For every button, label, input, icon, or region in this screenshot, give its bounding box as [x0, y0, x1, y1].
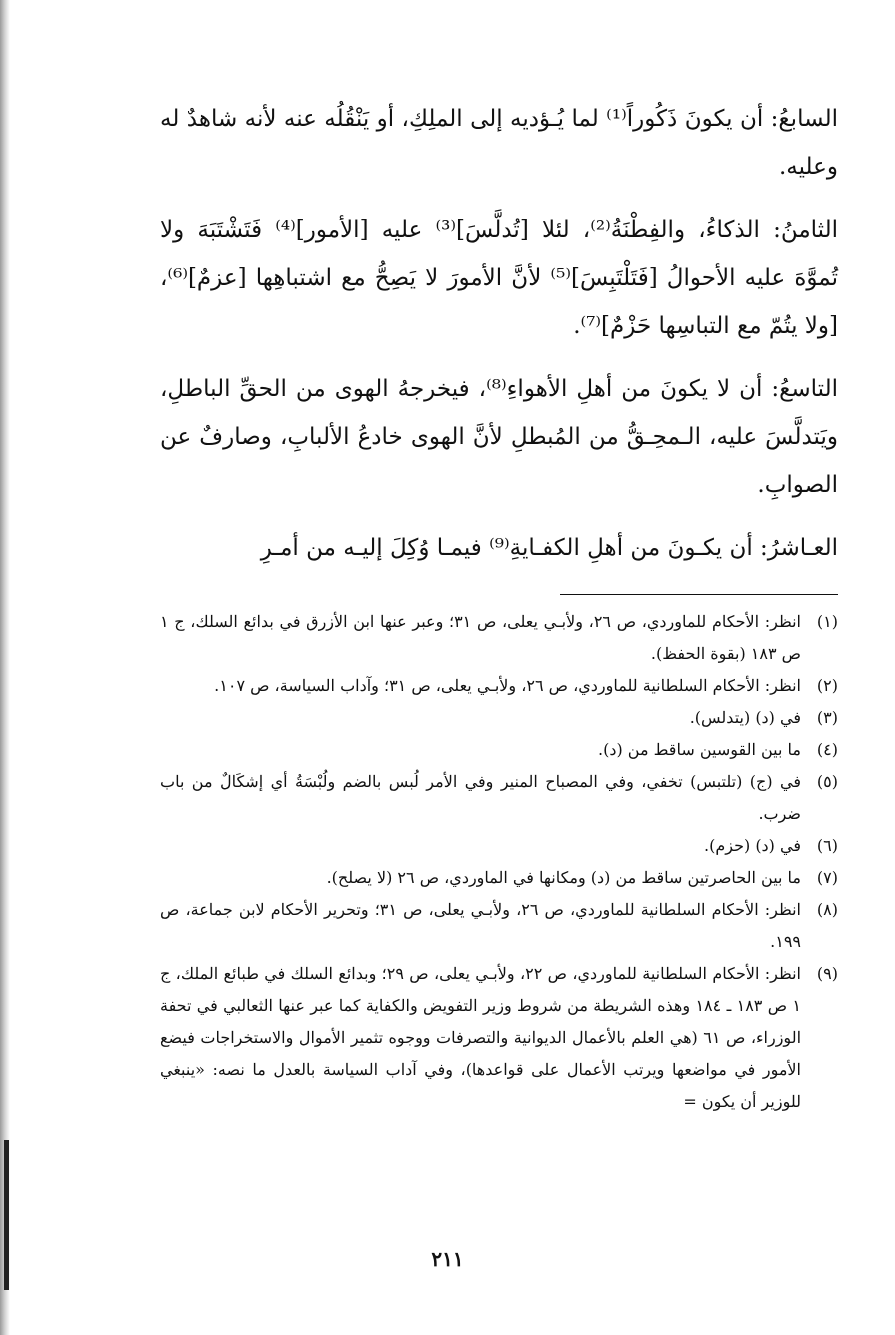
paragraph-tenth: العـاشرُ: أن يكـونَ من أهلِ الكفـايةِ⁽⁹⁾ فيمـا وُكِلَ إليـه من أمـرِ: [260, 535, 838, 561]
footnote-2: [160, 670, 838, 702]
footnote-6: [160, 830, 838, 862]
footnote-number: (٤): [816, 740, 838, 759]
footnote-number: (٩): [816, 964, 838, 983]
paragraph-ninth: التاسعُ: أن لا يكونَ من أهلِ الأهواءِ⁽⁸⁾، فيخرجهُ الهوى من الحقِّ الباطلِ، ويَتدلَّسَ عليه، الـمحِـقُّ من المُبطلِ لأنَّ الهوى خادعُ الألبابِ، وصارفٌ عن الصوابِ.: [160, 376, 838, 498]
scan-edge: [0, 0, 10, 1335]
paragraph-seventh: السابعُ: أن يكونَ ذَكُوراً⁽¹⁾ لما يُـؤديه إلى الملِكِ، أو يَنْقُلُه عنه لأنه شاهدٌ له وعليه.: [160, 106, 839, 180]
footnote-number: (٦): [816, 836, 838, 855]
footnote-5: [160, 766, 838, 830]
footnote-text: انظر: الأحكام السلطانية للماوردي، ص ٢٦، ولأبـي يعلى، ص ٣١؛ وآداب السياسة، ص ١٠٧.: [214, 676, 801, 695]
page-number: ٢١١: [431, 1247, 464, 1271]
footnote-number: (٧): [816, 868, 838, 887]
footnote-number: (١): [816, 612, 838, 631]
footnote-1: [160, 606, 838, 670]
footnote-text: ما بين القوسين ساقط من (د).: [598, 740, 801, 759]
footnote-4: [160, 734, 838, 766]
footnote-3: [160, 702, 838, 734]
footnote-text: في (ج) (تلتبس) تخفي، وفي المصباح المنير وفي الأمر لُبس بالضم ولُبْسَةُ أي إشكَالٌ من باب ضرب.: [160, 772, 801, 823]
footnote-number: (٣): [816, 708, 838, 727]
footnote-text: ما بين الحاصرتين ساقط من (د) ومكانها في الماوردي، ص ٢٦ (لا يصلح).: [326, 868, 801, 887]
footnote-text: انظر: الأحكام السلطانية للماوردي، ص ٢٦، ولأبـي يعلى، ص ٣١؛ وتحرير الأحكام لابن جماعة، ص ١٩٩.: [160, 900, 801, 951]
footnote-text: انظر: الأحكام للماوردي، ص ٢٦، ولأبـي يعلى، ص ٣١؛ وعبر عنها ابن الأزرق في بدائع السلك، ج ١ ص ١٨٣ (بقوة الحفظ).: [160, 612, 801, 663]
footnote-9: [160, 958, 838, 1118]
footnote-text: في (د) (يتدلس).: [689, 708, 801, 727]
footnote-8: [160, 894, 838, 958]
paragraph-eighth: الثامنُ: الذكاءُ، والفِطْنَةُ⁽²⁾، لئلا [تُدلَّسَ]⁽³⁾ عليه [الأمور]⁽⁴⁾ فَتَشْتَبَهَ ولا تُموَّهَ عليه الأحوالُ [فَتَلْتَبِسَ]⁽⁵⁾ لأنَّ الأمورَ لا يَصِحُّ مع اشتباهِها [عزمٌ]⁽⁶⁾، [ولا يتُمّ مع التباسِها حَزْمٌ]⁽⁷⁾.: [160, 217, 839, 339]
footnote-number: (٢): [816, 676, 838, 695]
footnote-text: في (د) (حزم).: [704, 836, 801, 855]
footnote-7: [160, 862, 838, 894]
footnote-separator: [560, 594, 838, 595]
footnotes: [160, 606, 838, 1118]
footnote-text: انظر: الأحكام السلطانية للماوردي، ص ٢٢، ولأبـي يعلى، ص ٢٩؛ وبدائع السلك في طبائع الملك، ج ١ ص ١٨٣ ـ ١٨٤ وهذه الشريطة من شروط وزير التفويض والكفاية كما عبر عنها الثعالبي في تحفة الوزراء، ص ٦١ (هي العلم بالأعمال الديوانية والتصرفات ووجوه تثمير الأموال والاستخراجات فيضع الأمور في مواضعها ويرتب الأعمال على قواعدها)، وفي آداب السياسة بالعدل ما نصه: «ينبغي للوزير أن يكون =: [160, 964, 802, 1111]
footnote-number: (٨): [816, 900, 838, 919]
footnote-number: (٥): [816, 772, 838, 791]
main-text: [160, 95, 838, 572]
